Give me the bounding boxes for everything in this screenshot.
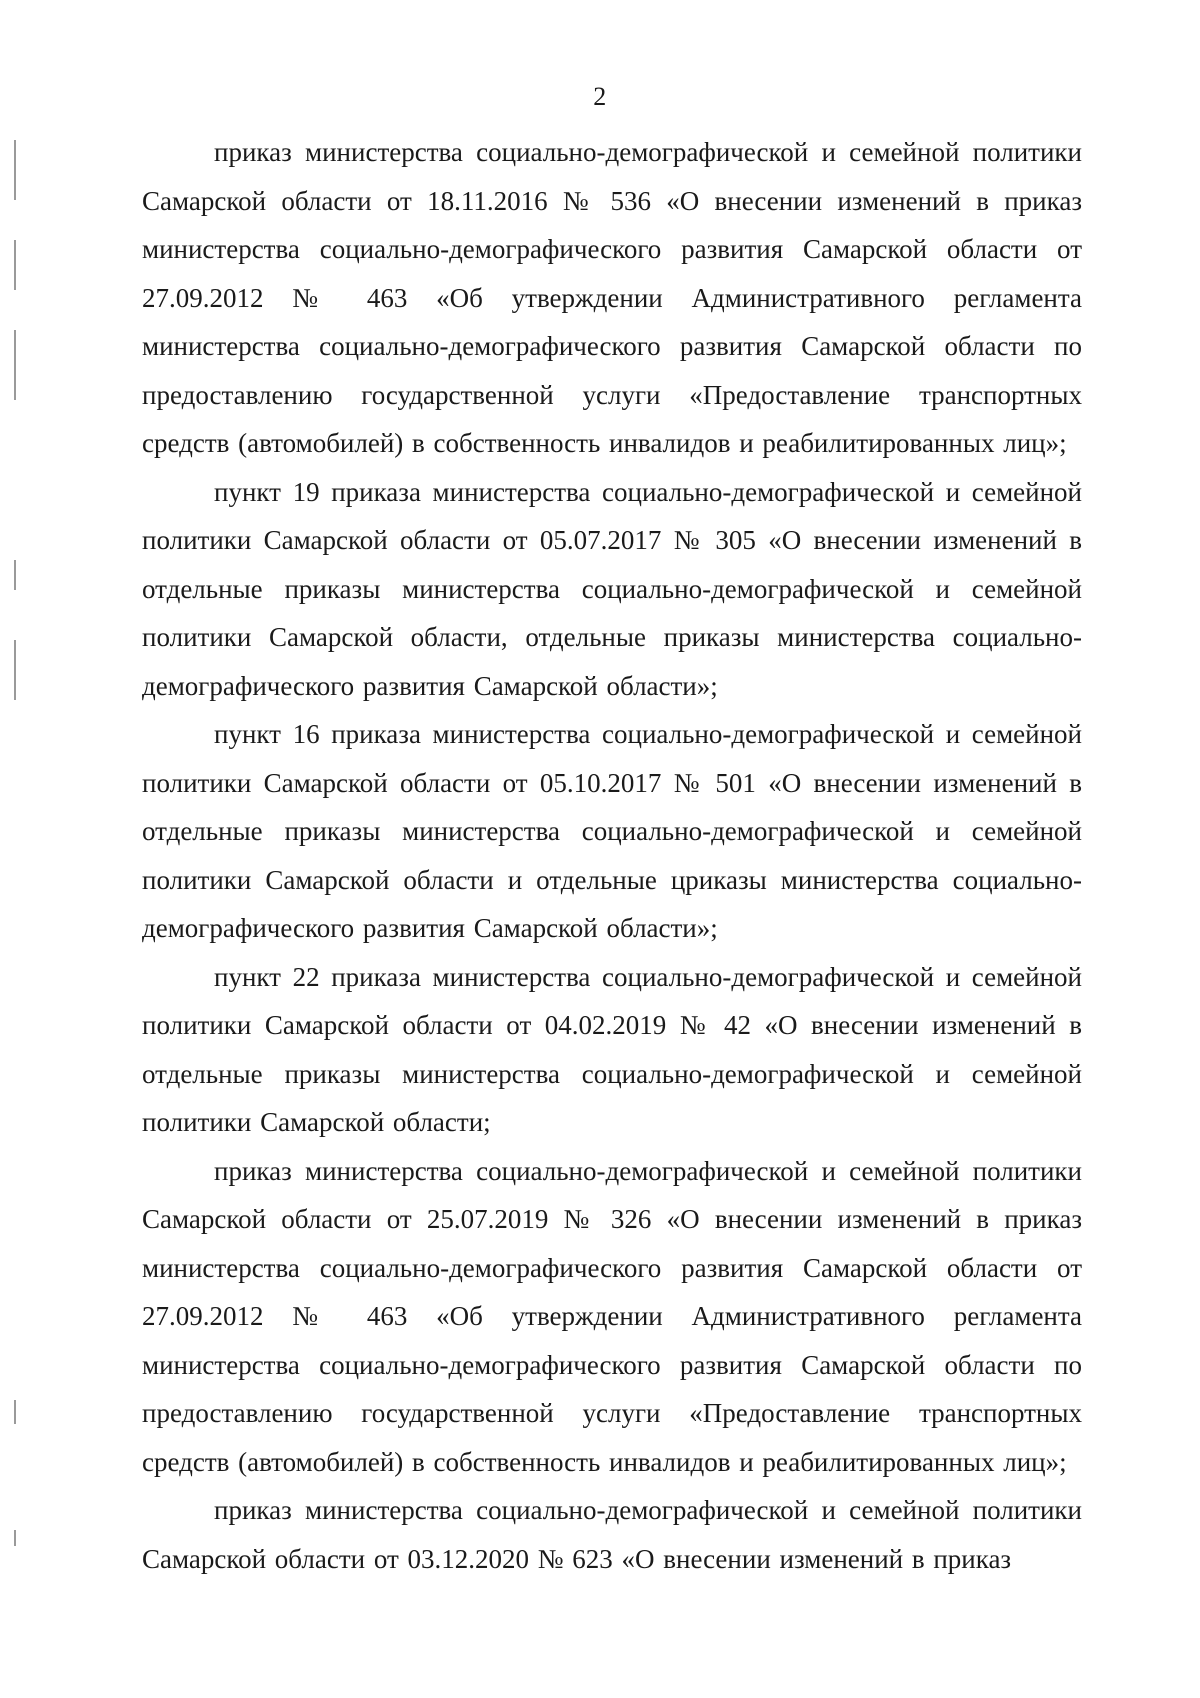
scan-mark [14, 640, 16, 700]
paragraph: пункт 22 приказа министерства социально-демографической и семейной политики Самарской области от 04.02.2019 № 42 «О внесении изменений в отдельные приказы министерства социально-демографической и семейной политики Самарской области; [142, 961, 1082, 1137]
scan-mark [14, 140, 16, 200]
scan-mark [14, 1530, 16, 1546]
paragraph: пункт 16 приказа министерства социально-демографической и семейной политики Самарской области от 05.10.2017 № 501 «О внесении изменений в отдельные приказы министерства социально-демографической и семейной политики Самарской области и отдельные цриказы министерства социально-демографического развития Самарской области»; [142, 719, 1082, 943]
scan-mark [14, 330, 16, 400]
scan-mark [14, 240, 16, 290]
paragraph: приказ министерства социально-демографической и семейной политики Самарской области от 18.11.2016 № 536 «О внесении изменений в приказ министерства социально-демографического развития Самарской области от 27.09.2012 № 463 «Об утверждении Административного регламента министерства социально-демографического развития Самарской области по предоставлению государственной услуги «Предоставление транспортных средств (автомобилей) в собственность инвалидов и реабилитированных лиц»; [142, 137, 1082, 458]
paragraph: приказ министерства социально-демографической и семейной политики Самарской области от 25.07.2019 № 326 «О внесении изменений в приказ министерства социально-демографического развития Самарской области от 27.09.2012 № 463 «Об утверждении Административного регламента министерства социально-демографического развития Самарской области по предоставлению государственной услуги «Предоставление транспортных средств (автомобилей) в собственность инвалидов и реабилитированных лиц»; [142, 1155, 1082, 1477]
scan-mark [14, 1400, 16, 1424]
scan-mark [14, 560, 16, 590]
paragraph: приказ министерства социально-демографической и семейной политики Самарской области от 03.12.2020 № 623 «О внесении изменений в приказ [142, 1495, 1082, 1574]
page-number: 2 [593, 82, 607, 111]
paragraph: пункт 19 приказа министерства социально-демографической и семейной политики Самарской области от 05.07.2017 № 305 «О внесении изменений в отдельные приказы министерства социально-демографической и семейной политики Самарской области, отдельные приказы министерства социально-демографического развития Самарской области»; [142, 476, 1082, 701]
document-body [142, 128, 1082, 1583]
